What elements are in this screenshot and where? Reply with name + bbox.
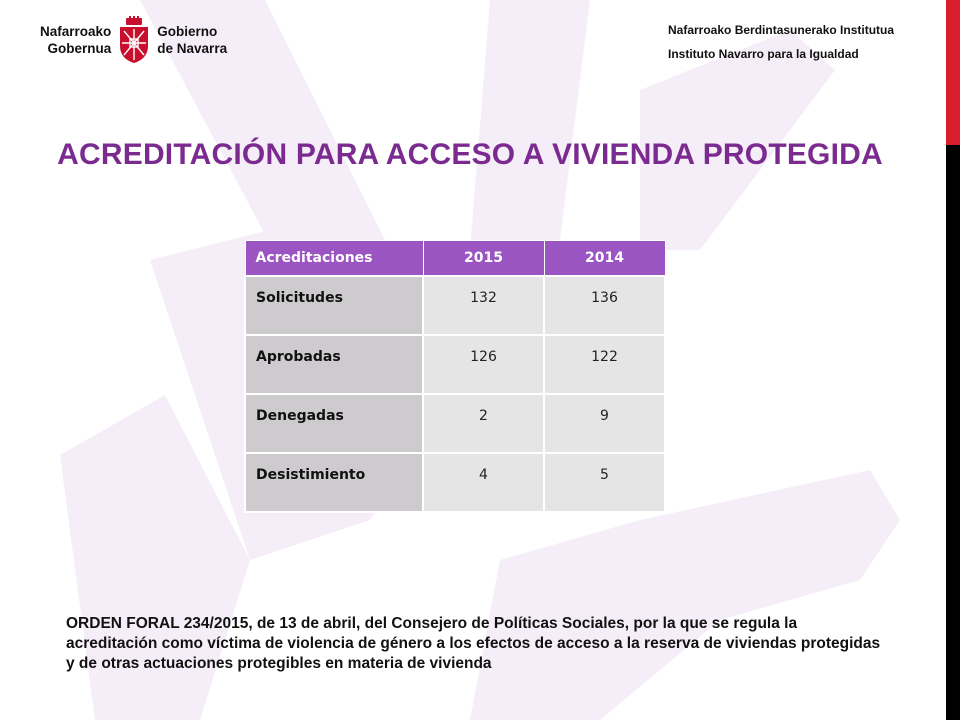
header-accreditations: Acreditaciones xyxy=(245,241,423,277)
row-label: Aprobadas xyxy=(245,335,423,394)
institute-name-basque: Nafarroako Berdintasunerako Institutua xyxy=(668,23,895,37)
right-edge-accent xyxy=(946,0,960,145)
row-label: Solicitudes xyxy=(245,276,423,335)
row-label: Denegadas xyxy=(245,394,423,453)
table-row-aprobadas xyxy=(245,335,665,394)
government-logo xyxy=(40,14,227,66)
institute-name-spanish: Instituto Navarro para la Igualdad xyxy=(668,47,859,61)
row-label: Desistimiento xyxy=(245,453,423,512)
logo-text-spanish: Gobierno de Navarra xyxy=(157,24,228,56)
navarra-seal-icon xyxy=(117,16,151,64)
logo-text-basque: Nafarroako Gobernua xyxy=(40,24,112,56)
value-2015: 2 xyxy=(423,394,544,453)
legal-reference-text: ORDEN FORAL 234/2015, de 13 de abril, del Consejero de Políticas Sociales, por la que se regula la acreditación como víctima de violencia de género a los efectos de acceso a la reserva de viviendas protegidas y de otras actuaciones protegibles en materia de vivienda xyxy=(66,615,881,672)
header-2015: 2015 xyxy=(423,241,544,277)
value-2015: 132 xyxy=(423,276,544,335)
table-header-row xyxy=(245,241,665,277)
value-2014: 136 xyxy=(544,276,665,335)
value-2015: 126 xyxy=(423,335,544,394)
value-2014: 122 xyxy=(544,335,665,394)
accreditation-table xyxy=(244,240,666,513)
value-2014: 5 xyxy=(544,453,665,512)
table-row-desistimiento xyxy=(245,453,665,512)
institute-name xyxy=(668,18,894,66)
slide-title: ACREDITACIÓN PARA ACCESO A VIVIENDA PROTEGIDA xyxy=(57,138,883,171)
value-2014: 9 xyxy=(544,394,665,453)
table-row-denegadas xyxy=(245,394,665,453)
table-row-solicitudes xyxy=(245,276,665,335)
value-2015: 4 xyxy=(423,453,544,512)
header-2014: 2014 xyxy=(544,241,665,277)
accreditation-table-container xyxy=(244,240,666,513)
